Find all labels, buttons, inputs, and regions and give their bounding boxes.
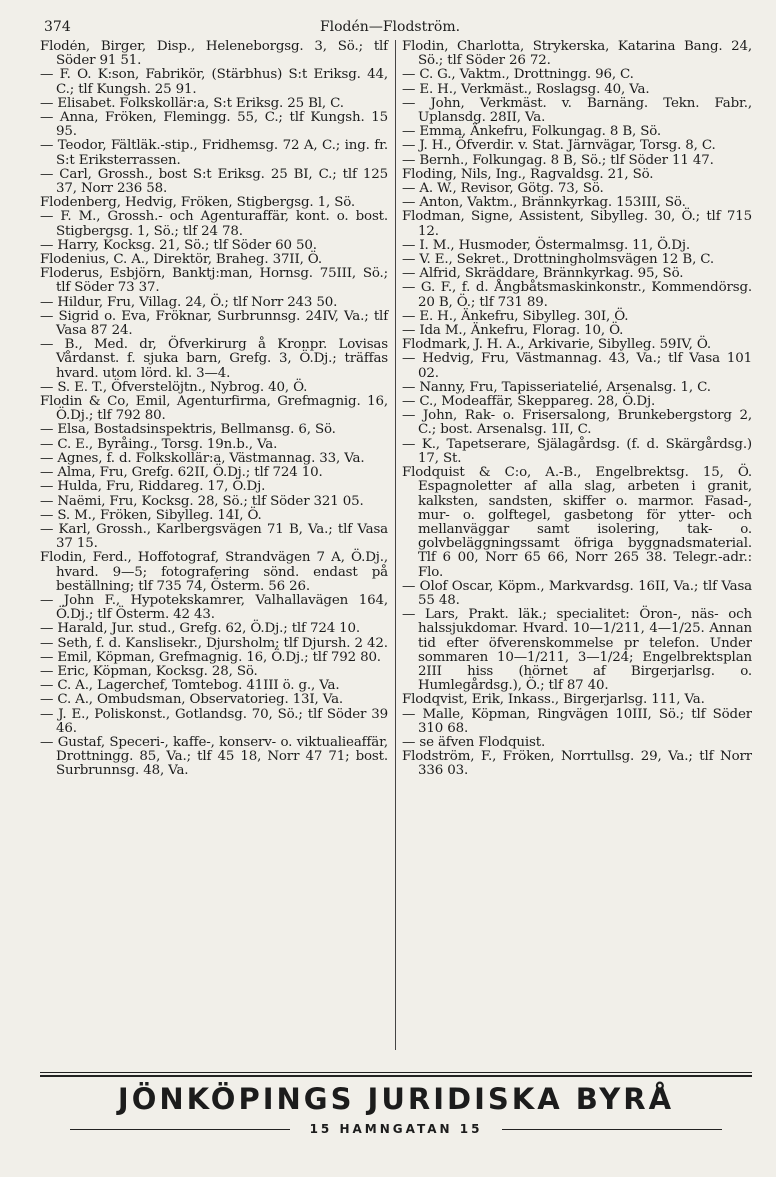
directory-entry: — Olof Oscar, Köpm., Markvardsg. 16II, Va.; tlf Vasa 55 48.: [402, 578, 752, 608]
directory-entry: — se äfven Flodquist.: [402, 734, 546, 750]
directory-entry: — Emil, Köpman, Grefmagnig. 16, Ö.Dj.; tlf 792 80.: [40, 649, 381, 665]
directory-entry: — E. H., Verkmäst., Roslagsg. 40, Va.: [402, 81, 650, 97]
directory-entry: — J. H., Öfverdir. v. Stat. Järnvägar, Torsg. 8, C.: [402, 138, 716, 154]
directory-entry: — F. M., Grossh.- och Agenturaffär, kont. o. bost. Stigbergsg. 1, Sö.; tlf 24 78.: [40, 209, 388, 239]
directory-entry: — Malle, Köpman, Ringvägen 10III, Sö.; tlf Söder 310 68.: [402, 706, 752, 736]
advertiser-address-row: [40, 1122, 752, 1136]
directory-entry: — Bernh., Folkungag. 8 B, Sö.; tlf Söder 11 47.: [402, 152, 714, 168]
directory-entry: — F. O. K:son, Fabrikör, (Stärbhus) S:t Eriksg. 44, C.; tlf Kungsh. 25 91.: [40, 67, 388, 97]
directory-entry: — A. W., Revisor, Götg. 73, Sö.: [402, 181, 604, 197]
directory-entry: — John F., Hypotekskamrer, Valhallavägen 164, Ö.Dj.; tlf Österm. 42 43.: [40, 592, 388, 623]
directory-entry: — Agnes, f. d. Folkskollär:a, Västmannag. 33, Va.: [40, 450, 365, 466]
directory-entry: — Gustaf, Speceri-, kaffe-, konserv- o. viktualieaffär, Drottningg. 85, Va.; tlf 45 18, Norr 47 71; bost. Surbrunnsg. 48, Va.: [40, 734, 388, 779]
directory-entry: — Teodor, Fältläk.-stip., Fridhemsg. 72 A, C.; ing. fr. S:t Eriksterrassen.: [40, 138, 388, 168]
address-rule-right: [502, 1129, 722, 1130]
directory-entry: — Hildur, Fru, Villag. 24, Ö.; tlf Norr 243 50.: [40, 294, 338, 310]
directory-entry: — Naëmi, Fru, Kocksg. 28, Sö.; tlf Söder 321 05.: [40, 493, 364, 509]
directory-entry: — K., Tapetserare, Själagårdsg. (f. d. Skärgårdsg.) 17, St.: [402, 436, 752, 466]
running-title: Flodén—Flodström.: [319, 19, 461, 35]
directory-entry: — Ida M., Änkefru, Florag. 10, Ö.: [402, 323, 624, 339]
directory-entry: — Anton, Vaktm., Brännkyrkag. 153III, Sö.: [402, 195, 686, 211]
directory-entry: — Alfrid, Skräddare, Brännkyrkag. 95, Sö.: [402, 266, 684, 282]
directory-entry: — C., Modeaffär, Skeppareg. 28, Ö.Dj.: [402, 394, 656, 410]
directory-entry: — Nanny, Fru, Tapisseriatelié, Arsenalsg. 1, C.: [402, 379, 711, 395]
directory-entry: — John, Verkmäst. v. Barnäng. Tekn. Fabr., Uplansdg. 28II, Va.: [402, 95, 752, 126]
directory-entry: — Eric, Köpman, Kocksg. 28, Sö.: [40, 663, 258, 679]
footer-rule: [40, 1072, 752, 1073]
directory-entry: — Karl, Grossh., Karlbergsvägen 71 B, Va.; tlf Vasa 37 15.: [40, 521, 388, 552]
directory-entry: — Lars, Prakt. läk.; specialitet: Öron-, näs- och halssjukdomar. Hvard. 10—1/211, 4—1/25. Annan tid efter öfverenskommelse pr telefon. Under sommaren 10—1/211, 3—1/24; Engelbrektsplan 2III hiss (hörnet af Birgerjarlsg. o. Humlegårdsg.), Ö.; tlf 87 40.: [402, 607, 752, 694]
directory-entry: — E. H., Änkefru, Sibylleg. 30I, Ö.: [402, 308, 629, 324]
directory-entry: — Alma, Fru, Grefg. 62II, Ö.Dj.; tlf 724 10.: [40, 465, 323, 481]
directory-entry: — C. A., Ombudsman, Observatorieg. 13I, Va.: [40, 692, 344, 708]
directory-entry: — Hedvig, Fru, Västmannag. 43, Va.; tlf Vasa 101 02.: [402, 351, 752, 381]
directory-entry: — B., Med. dr, Öfverkirurg å Kronpr. Lovisas Vårdanst. f. sjuka barn, Grefg. 3, Ö.Dj.; träffas hvard. utom lörd. kl. 3—4.: [40, 337, 388, 381]
left-column: [40, 40, 396, 1050]
page-number: 374: [44, 19, 71, 35]
directory-entry: — Harry, Kocksg. 21, Sö.; tlf Söder 60 50.: [40, 237, 317, 253]
directory-entry: — Sigrid o. Eva, Fröknar, Surbrunnsg. 24IV, Va.; tlf Vasa 87 24.: [40, 308, 388, 339]
directory-entry: — C. A., Lagerchef, Tomtebog. 41III ö. g., Va.: [40, 678, 340, 694]
directory-entry: — Hulda, Fru, Riddareg. 17, Ö.Dj.: [40, 479, 266, 495]
directory-entry: Flodén, Birger, Disp., Heleneborgsg. 3, Sö.; tlf Söder 91 51.: [40, 40, 388, 69]
directory-entry: Flodmark, J. H. A., Arkivarie, Sibylleg. 59IV, Ö.: [402, 337, 711, 353]
directory-entry: — G. F., f. d. Ångbåtsmaskinkonstr., Kommendörsg. 20 B, Ö.; tlf 731 89.: [402, 280, 752, 310]
directory-entry: — C. G., Vaktm., Drottningg. 96, C.: [402, 67, 634, 83]
directory-entry: — J. E., Poliskonst., Gotlandsg. 70, Sö.; tlf Söder 39 46.: [40, 706, 388, 736]
directory-entry: — S. E. T., Öfverstelöjtn., Nybrog. 40, Ö.: [40, 379, 308, 395]
directory-entry: Flodin & Co, Emil, Agenturfirma, Grefmagnig. 16, Ö.Dj.; tlf 792 80.: [40, 394, 388, 424]
directory-entry: — S. M., Fröken, Sibylleg. 14I, Ö.: [40, 507, 262, 523]
advertiser-address: 15 HAMNGATAN 15: [309, 1122, 483, 1136]
directory-entry: — C. E., Byråing., Torsg. 19n.b., Va.: [40, 436, 278, 452]
directory-entry: Flodqvist, Erik, Inkass., Birgerjarlsg. 111, Va.: [402, 692, 705, 708]
directory-entry: — John, Rak- o. Frisersalong, Brunkebergstorg 2, C.; bost. Arsenalsg. 1II, C.: [402, 408, 752, 438]
directory-entry: Flodin, Ferd., Hoffotograf, Strandvägen 7 A, Ö.Dj., hvard. 9—5; fotografering sönd. endast på beställning; tlf 735 74, Österm. 56 26.: [40, 550, 388, 594]
directory-entry: Flodin, Charlotta, Strykerska, Katarina Bang. 24, Sö.; tlf Söder 26 72.: [402, 40, 752, 69]
directory-entry: — Emma, Änkefru, Folkungag. 8 B, Sö.: [402, 124, 662, 140]
advertisement-footer: [40, 1072, 752, 1142]
directory-entry: — Seth, f. d. Kanslisekr., Djursholm; tlf Djursh. 2 42.: [40, 635, 388, 651]
directory-entry: Floderus, Esbjörn, Banktj:man, Hornsg. 75III, Sö.; tlf Söder 73 37.: [40, 266, 388, 296]
directory-entry: Flodman, Signe, Assistent, Sibylleg. 30, Ö.; tlf 715 12.: [402, 209, 752, 239]
directory-entry: — Elsa, Bostadsinspektris, Bellmansg. 6, Sö.: [40, 422, 336, 438]
directory-entry: Flodström, F., Fröken, Norrtullsg. 29, Va.; tlf Norr 336 03.: [402, 749, 752, 779]
directory-entry: Flodenberg, Hedvig, Fröken, Stigbergsg. 1, Sö.: [40, 195, 355, 211]
directory-columns: [40, 40, 752, 1050]
right-column: [396, 40, 752, 1050]
directory-entry: — Anna, Fröken, Flemingg. 55, C.; tlf Kungsh. 15 95.: [40, 110, 388, 140]
directory-entry: — V. E., Sekret., Drottningholmsvägen 12 B, C.: [402, 252, 715, 268]
footer-rule: [40, 1075, 752, 1077]
page-header: [44, 16, 736, 38]
directory-entry: Flodquist & C:o, A.-B., Engelbrektsg. 15, Ö. Espagnoletter af alla slag, arbeten i granit, kalksten, sandsten, skiffer o. marmor. Fasad-, mur- o. golftegel, gasbetong för ytter- och mellanväggar samt isolering, tak- o. golvbeläggningssamt öfriga byggnadsmaterial. Tlf 6 00, Norr 65 66, Norr 265 38. Telegr.-adr.: Flo.: [402, 465, 752, 580]
directory-entry: Flodenius, C. A., Direktör, Braheg. 37II, Ö.: [40, 252, 322, 268]
directory-entry: — I. M., Husmoder, Östermalmsg. 11, Ö.Dj.: [402, 237, 690, 253]
directory-entry: — Elisabet. Folkskollär:a, S:t Eriksg. 25 Bl, C.: [40, 95, 344, 111]
advertiser-name: JÖNKÖPINGS JURIDISKA BYRÅ: [117, 1082, 675, 1116]
directory-entry: — Harald, Jur. stud., Grefg. 62, Ö.Dj.; tlf 724 10.: [40, 621, 361, 637]
directory-entry: — Carl, Grossh., bost S:t Eriksg. 25 BI, C.; tlf 125 37, Norr 236 58.: [40, 166, 388, 197]
directory-entry: Floding, Nils, Ing., Ragvaldsg. 21, Sö.: [402, 166, 654, 182]
